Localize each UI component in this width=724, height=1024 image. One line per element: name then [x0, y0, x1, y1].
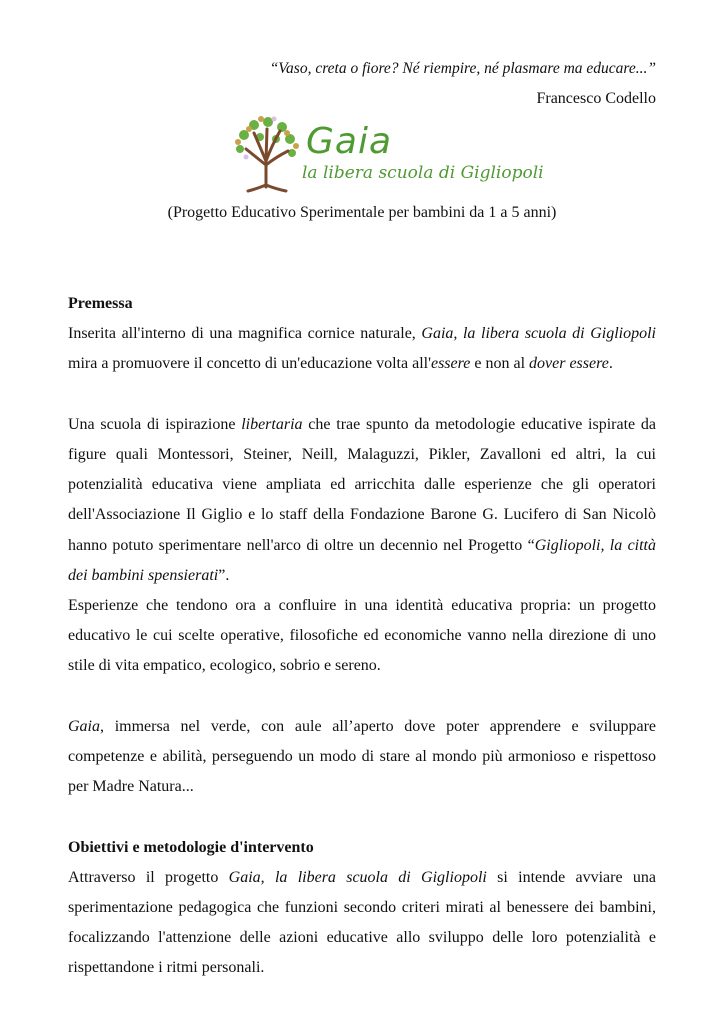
document-body [68, 289, 656, 984]
logo-subtitle: la libera scuola di Gigliopoli [302, 163, 544, 183]
tree-icon [230, 115, 302, 193]
paragraph-obiettivi-1: Attraverso il progetto Gaia, la libera scuola di Gigliopoli si intende avviare una sperimentazione pedagogica che funzioni secondo criteri mirati al benessere dei bambini, focalizzando l'attenzione delle azioni educative allo sviluppo delle loro potenzialità e rispettandone i ritmi personali. [68, 868, 656, 977]
epigraph-author: Francesco Codello [536, 90, 656, 107]
paragraph-premessa-4: Gaia, immersa nel verde, con aule all’aperto dove poter apprendere e sviluppare competenze e abilità, perseguendo un modo di stare al mondo più armonioso e rispettoso per Madre Natura... [68, 717, 656, 796]
section-heading-premessa: Premessa [68, 295, 133, 312]
school-logo [230, 115, 544, 195]
epigraph-quote: “Vaso, creta o fiore? Né riempire, né plasmare ma educare...” [269, 60, 656, 77]
paragraph-premessa-1: Inserita all'interno di una magnifica cornice naturale, Gaia, la libera scuola di Gigliopoli mira a promuovere il concetto di un'educazione volta all'essere e non al dover essere. [68, 325, 656, 373]
section-heading-obiettivi: Obiettivi e metodologie d'intervento [68, 838, 314, 856]
logo-title: Gaia [306, 121, 393, 162]
paragraph-premessa-3: Esperienze che tendono ora a confluire in una identità educativa propria: un progetto educativo le cui scelte operative, filosofiche ed economiche vanno nella direzione di uno stile di vita empatico, ecologico, sobrio e sereno. [68, 597, 656, 675]
document-subtitle: (Progetto Educativo Sperimentale per bambini da 1 a 5 anni) [167, 204, 557, 221]
paragraph-premessa-2: Una scuola di ispirazione libertaria che trae spunto da metodologie educative ispirate da figure quali Montessori, Steiner, Neill, Malaguzzi, Pikler, Zavalloni ed altri, la cui potenzialità educativa viene ampliata ed arricchita dalle esperienze che gli operatori dell'Associazione Il Giglio e lo staff della Fondazione Barone G. Lucifero di San Nicolò hanno potuto sperimentare nell'arco di oltre un decennio nel Progetto “Gigliopoli, la città dei bambini spensierati”. [68, 415, 657, 584]
